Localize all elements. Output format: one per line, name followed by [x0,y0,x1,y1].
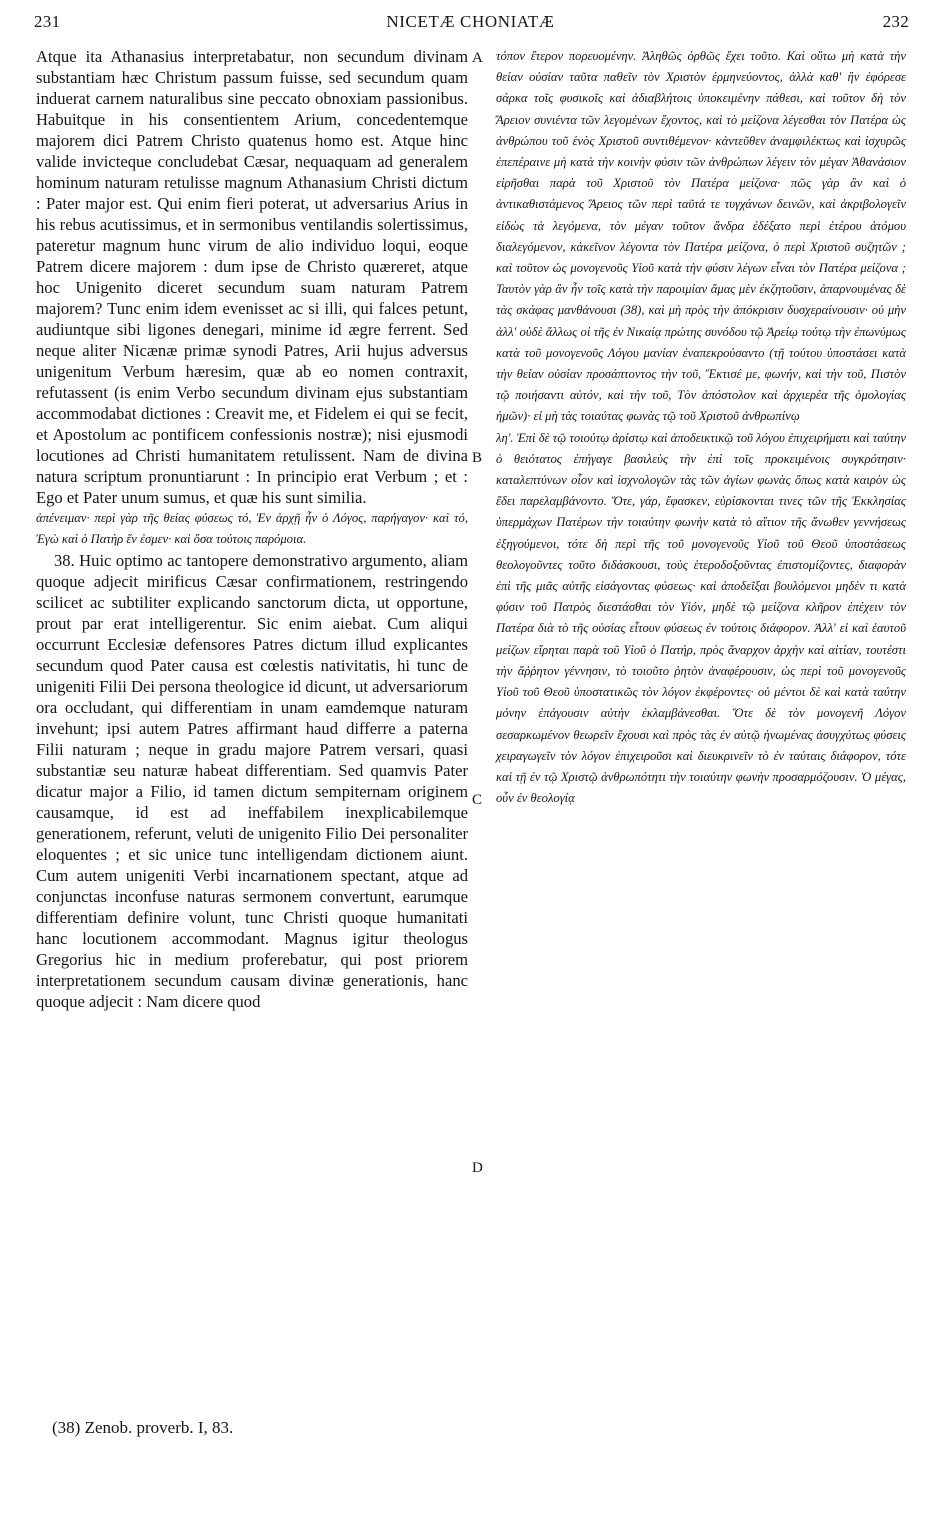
page-number-left: 231 [34,12,61,31]
page-number-right: 232 [882,12,909,31]
latin-column [36,46,468,1012]
greek-paragraph-1: τόπον ἕτερον πορευομένην. Ἀληθῶς ὀρθῶς ἔχει τοῦτο. Καὶ οὕτω μὴ κατὰ τὴν θείαν οὐσίαν ταῦτα παθεῖν τὸν Χριστὸν ἑρμηνεύοντος, ἀλλὰ καθ' ἣν ἐφόρεσε σάρκα τοῖς φυσικοῖς καὶ ἀδιαβλήτοις ὑποκειμένην πάθεσι, καὶ τοῦτον δὴ τὸν Ἄρειον συνιέντα τῶν λεγομένων ἔχοντος, καὶ τὸ μείζονα λέγεσθαι τὸν Πατέρα ὡς ἀνθρώπου τοῦ ἑνὸς Χριστοῦ συντιθέμενον· κἀντεῦθεν ἀναμφιλέκτως καὶ ἰσχυρῶς ἐπεπέραινε μὴ κατὰ τὴν κοινὴν φύσιν τῶν ἀνθρώπων λέγειν τὸν μέγαν Ἀθανάσιον εἰρῆσθαι παρὰ τοῦ Χριστοῦ τὸν Πατέρα μείζονα· πῶς γὰρ ἂν καὶ ὁ ἀντικαθιστάμενος Ἄρειος τῶν περὶ ταῦτά τε τυγχάνων δεινῶν, καὶ ἀκριβολογεῖν εἰδὼς τὰ λεγόμενα, τὸν μέγαν τοῦτον ἄνδρα ἐδέξατο περὶ ἑτέρου ἀτόμου διαλεγόμενον, κἀκεῖνον λέγοντα τὸν Πατέρα μείζονα, ὁ περὶ Χριστοῦ συζητῶν ; καὶ τοῦτον ὡς μονογενοῦς Υἱοῦ κατὰ τὴν φύσιν λέγων εἶναι τὸν Πατέρα μείζονα ; Ταυτὸν γὰρ ἂν ἦν τοῖς κατὰ τὴν παροιμίαν ἄμας μὲν ἐκζητοῦσιν, ἀπαρνουμένας δὲ τὰς σκάφας μανθάνουσι (38), καὶ μὴ πρὸς τὴν ἀπόκρισιν δυσχεραίνουσιν· οὐ μὴν ἀλλ' οὐδὲ ἄλλως οἱ τῆς ἐν Νικαίᾳ πρώτης συνόδου τῷ Ἀρείῳ τούτῳ τὴν ἐπωνύμως κατὰ τοῦ μονογενοῦς Λόγου μανίαν ἐναπεκρούσαντο (τῇ τούτου ὑποστάσει κατὰ τὴν θείαν οὐσίαν προσάπτοντος τὴν τοῦ, Ἔκτισέ με, φωνήν, καὶ τὴν τοῦ, Πιστὸν τῷ ποιήσαντι αὐτόν, καὶ τὴν τοῦ, Τὸν ἀπόστολον καὶ ἀρχιερέα τῆς ὁμολογίας ἡμῶν)· εἰ μὴ τὰς τοιαύτας φωνὰς τῷ τοῦ Χριστοῦ ἀνθρωπίνῳ [496,49,906,424]
margin-marker-a: A [472,50,483,66]
margin-marker-c: C [472,792,483,808]
footnote: (38) Zenob. proverb. I, 83. [52,1418,234,1437]
greek-column [496,46,906,809]
running-title: NICETÆ CHONIATÆ [386,12,555,31]
margin-marker-b: B [472,450,483,466]
greek-paragraph-2: λη'. Ἐπὶ δὲ τῷ τοιούτῳ ἀρίστῳ καὶ ἀποδεικτικῷ τοῦ λόγου ἐπιχειρήματι καὶ ταύτην ὁ θειότατος ἐπήγαγε βασιλεὺς τὴν ἐπὶ τοῖς προκειμένοις συγκρότησιν· καταλεπτύνων οἷον καὶ ἰσχνολογῶν τὰς τῶν ἁγίων φωνὰς ὅπως κατὰ καιρὸν ὡς ἔδει παρελαμβάνοντο. Ὅτε, γάρ, ἔφασκεν, εὑρίσκονται τινες τῶν τῆς Ἐκκλησίας ὑπερμάχων Πατέρων τὴν τοιαύτην φωνὴν κατὰ τὸ αἴτιον τῆς ἄνωθεν γεννήσεως ἐξηγούμενοι, τότε δὴ περὶ τῆς τοῦ μονογενοῦς Υἱοῦ τοῦ Θεοῦ ὑποστάσεως θεολογοῦντες τοῦτο διδάσκουσι, τοὺς ἑτεροδοξοῦντας ἐπιστομίζοντες, διαφορὰν ἐπὶ τῆς μιᾶς αὐτῆς εἰσάγοντας φύσεως· καὶ ἀποδεῖξαι βουλόμενοι μηδὲν τι κατὰ φύσιν τοῦ Πατρὸς διεστάσθαι τὸν Υἱόν, μηδὲ τῷ μείζονα κλῆρον ἐπέχειν τὸν Πατέρα διὰ τὸ τῆς οὐσίας εἶτουν φύσεως ἐν τούτοις διάφορον. Ἀλλ' εἰ καὶ ἑαυτοῦ μείζων εἴρηται παρὰ τοῦ Υἱοῦ ὁ Πατήρ, πρὸς ἄναρχον ἀρχὴν καὶ αἰτίαν, τουτέστι τὴν ἄῤῥητον γέννησιν, τὸ τοιοῦτο ῥητὸν ἀναφέρουσιν, ὡς περὶ τοῦ μονογενοῦς Υἱοῦ τοῦ Θεοῦ ὑποστατικῶς τὸν λόγον ἐκφέροντες· οὐ μέντοι δὲ καὶ κατὰ ταύτην μόνην ἐπάγουσιν αὐτὴν ἐκλαμβάνεσθαι. Ὅτε δὲ τὸν μονογενῆ Λόγον σεσαρκωμένον θεωρεῖν ἔχουσι καὶ πρὸς τὰς ἐν αὐτῷ ἡνωμένας ἀσυγχύτως φύσεις χειραγωγεῖν τὸν λόγον ἐπιχειροῦσι καὶ διευκρινεῖν τὸ ἐν ταύταις διάφορον, τότε καὶ τῇ ἐν τῷ Χριστῷ ἀνθρωπότητι τὴν τοιαύτην φωνὴν προσαρμόζουσιν. Ὁ μέγας, οὖν ἐν θεολογίᾳ [496,430,906,806]
running-header [0,12,941,34]
margin-marker-d: D [472,1160,483,1176]
greek-carry-over: ἀπένειμαν· περὶ γὰρ τῆς θείας φύσεως τό, Ἐν ἀρχῇ ἦν ὁ Λόγος, παρήγαγον· καὶ τό, Ἐγὼ καὶ ὁ Πατὴρ ἕν ἐσμεν· καὶ ὅσα τούτοις παρόμοια. [36,511,468,546]
latin-paragraph-1: Atque ita Athanasius interpretabatur, non secundum divinam substantiam hæc Christum passum fuisse, sed secundum quam induerat carnem naturalibus sine peccato obnoxiam passionibus. Habuitque in his consentientem Arium, concedentemque majorem dici Patrem Christo quatenus homo est. Atque hinc valide invicteque concludebat Cæsar, nequaquam ad generalem hominum naturam retulisse magnum Athanasium Christi dictum : Pater major est. Qui enim fieri poterat, ut adversarius Arius in his rebus acutissimus, et in sermonibus ventilandis solertissimus, pateretur magnum hunc virum de alio individuo loqui, eoque Patrem dicere majorem : dum ipse de Christo quæreret, atque hoc Unigenito diceret secundum suam naturam Patrem majorem? Tunc enim idem evenisset ac si illi, qui falces petunt, audiuntque sibi ligones denegari, minime id ægre ferrent. Sed neque aliter Nicænæ primæ synodi Patres, Arii hujus adversus unigenitum Verbum hæresim, quæ ab eo nomen contraxit, refutassent (is enim Verbo secundum divinam ejus substantiam accommodabat dictiones : Creavit me, et Fidelem ei qui se fecit, et Apostolum ac pontificem confessionis nostræ); nisi ejusmodi locutiones ad Christi humanitatem retulissent. Nam de divina natura scriptum pronuntiarunt : In principio erat Verbum ; et : Ego et Pater unum sumus, et quæ his sunt similia. [36,47,468,507]
latin-paragraph-2: 38. Huic optimo ac tantopere demonstrativo argumento, aliam quoque adjecit mirificus Cæsar confirmationem, restringendo scilicet ac subtiliter explicando sanctorum dicta, ut opportune, prout par erat intelligerentur. Sic enim aiebat. Cum aliqui occurrunt Ecclesiæ defensores Patres dictum illud explicantes secundum quod Pater causa est cœlestis nativitatis, hi tunc de unigeniti Filii Dei persona theologice id dicunt, ut adversariorum ora occludant, qui differentiam in unam eamdemque naturam invehunt; ipsi autem Patres affirmant haud differre a paterna Filii naturam ; neque in gradu majore Patrem versari, quasi substantiæ seu naturæ habeat differentiam. Sed quamvis Pater dicatur major a Filio, id tamen dictum sempiternam originem causamque, id est ad ineffabilem inexplicabilemque generationem, referunt, veluti de unigenito Filio Dei personaliter eloquentes ; et sic unice tunc intelligendam dictionem aiunt. Cum autem unigeniti Verbi incarnationem spectant, atque ad conjunctas inconfuse naturas sermonem convertunt, earumque differentiam definire volunt, tunc Christi quoque humanitati hanc locutionem accommodant. Magnus igitur theologus Gregorius hic in medium proferebatur, qui post priorem interpretationem secundum causam divinæ generationis, hanc quoque adjecit : Nam dicere quod [36,551,468,1011]
